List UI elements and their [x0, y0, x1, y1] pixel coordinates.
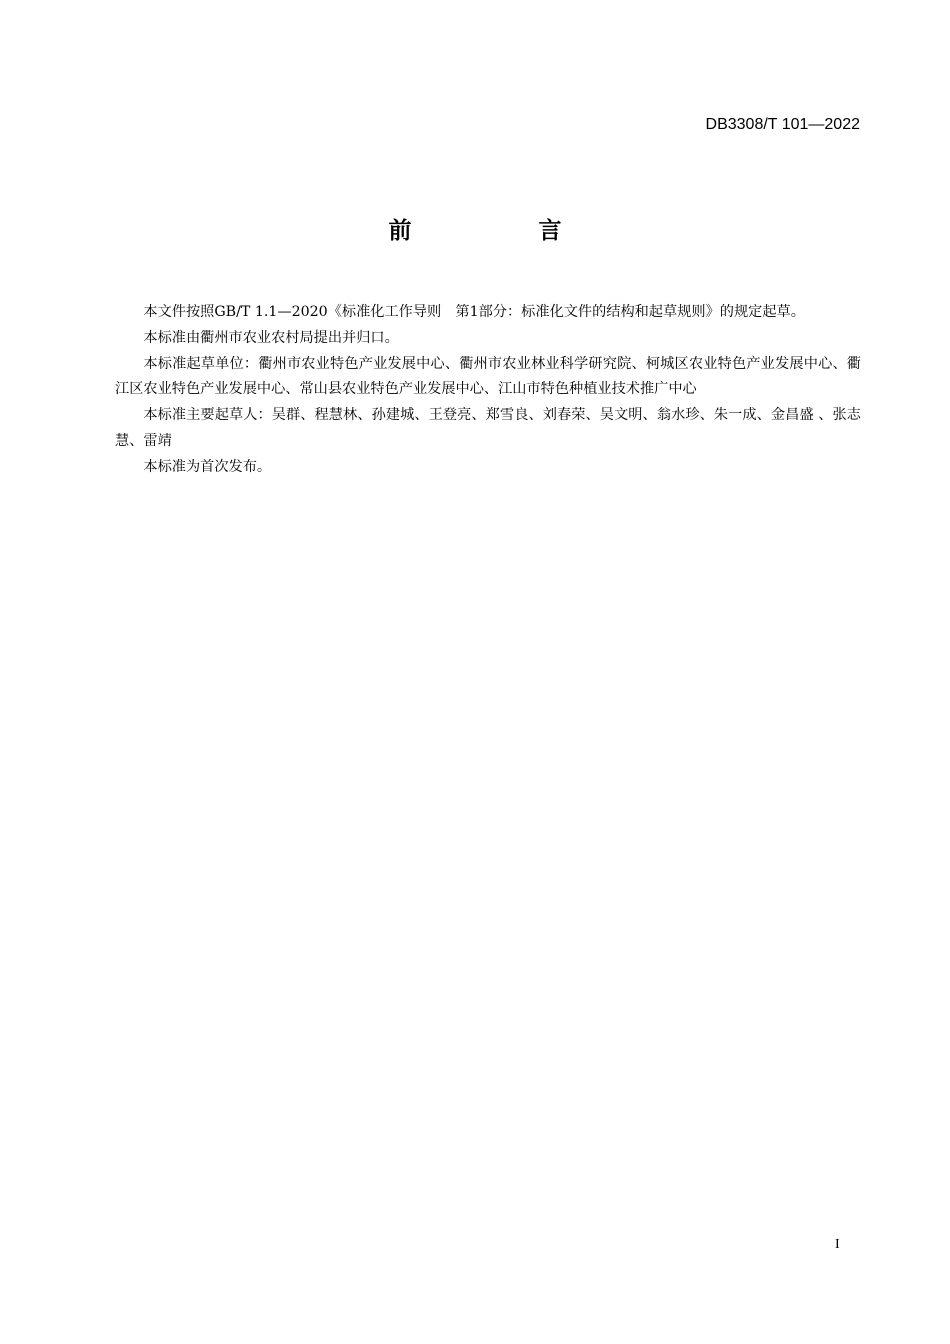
page-number: I [835, 1237, 840, 1252]
foreword-body [115, 300, 861, 481]
paragraph-main-drafters: 本标准主要起草人：吴群、程慧林、孙建城、王登亮、郑雪良、刘春荣、吴文明、翁水珍、朱一成、金昌盛 、张志慧、雷靖 [115, 407, 861, 449]
page-title: 前 言 [388, 218, 614, 244]
paragraph-drafting-basis: 本文件按照GB/T 1.1—2020《标准化工作导则 第1部分：标准化文件的结构和起草规则》的规定起草。 [143, 304, 805, 320]
paragraph-first-release: 本标准为首次发布。 [143, 458, 272, 475]
document-number: DB3308/T 101—2022 [705, 116, 860, 133]
paragraph-drafting-units: 本标准起草单位：衢州市农业特色产业发展中心、衢州市农业林业科学研究院、柯城区农业特色产业发展中心、衢江区农业特色产业发展中心、常山县农业特色产业发展中心、江山市特色种植业技术推广中心 [115, 355, 861, 398]
paragraph-proposer: 本标准由衢州市农业农村局提出并归口。 [143, 329, 399, 346]
